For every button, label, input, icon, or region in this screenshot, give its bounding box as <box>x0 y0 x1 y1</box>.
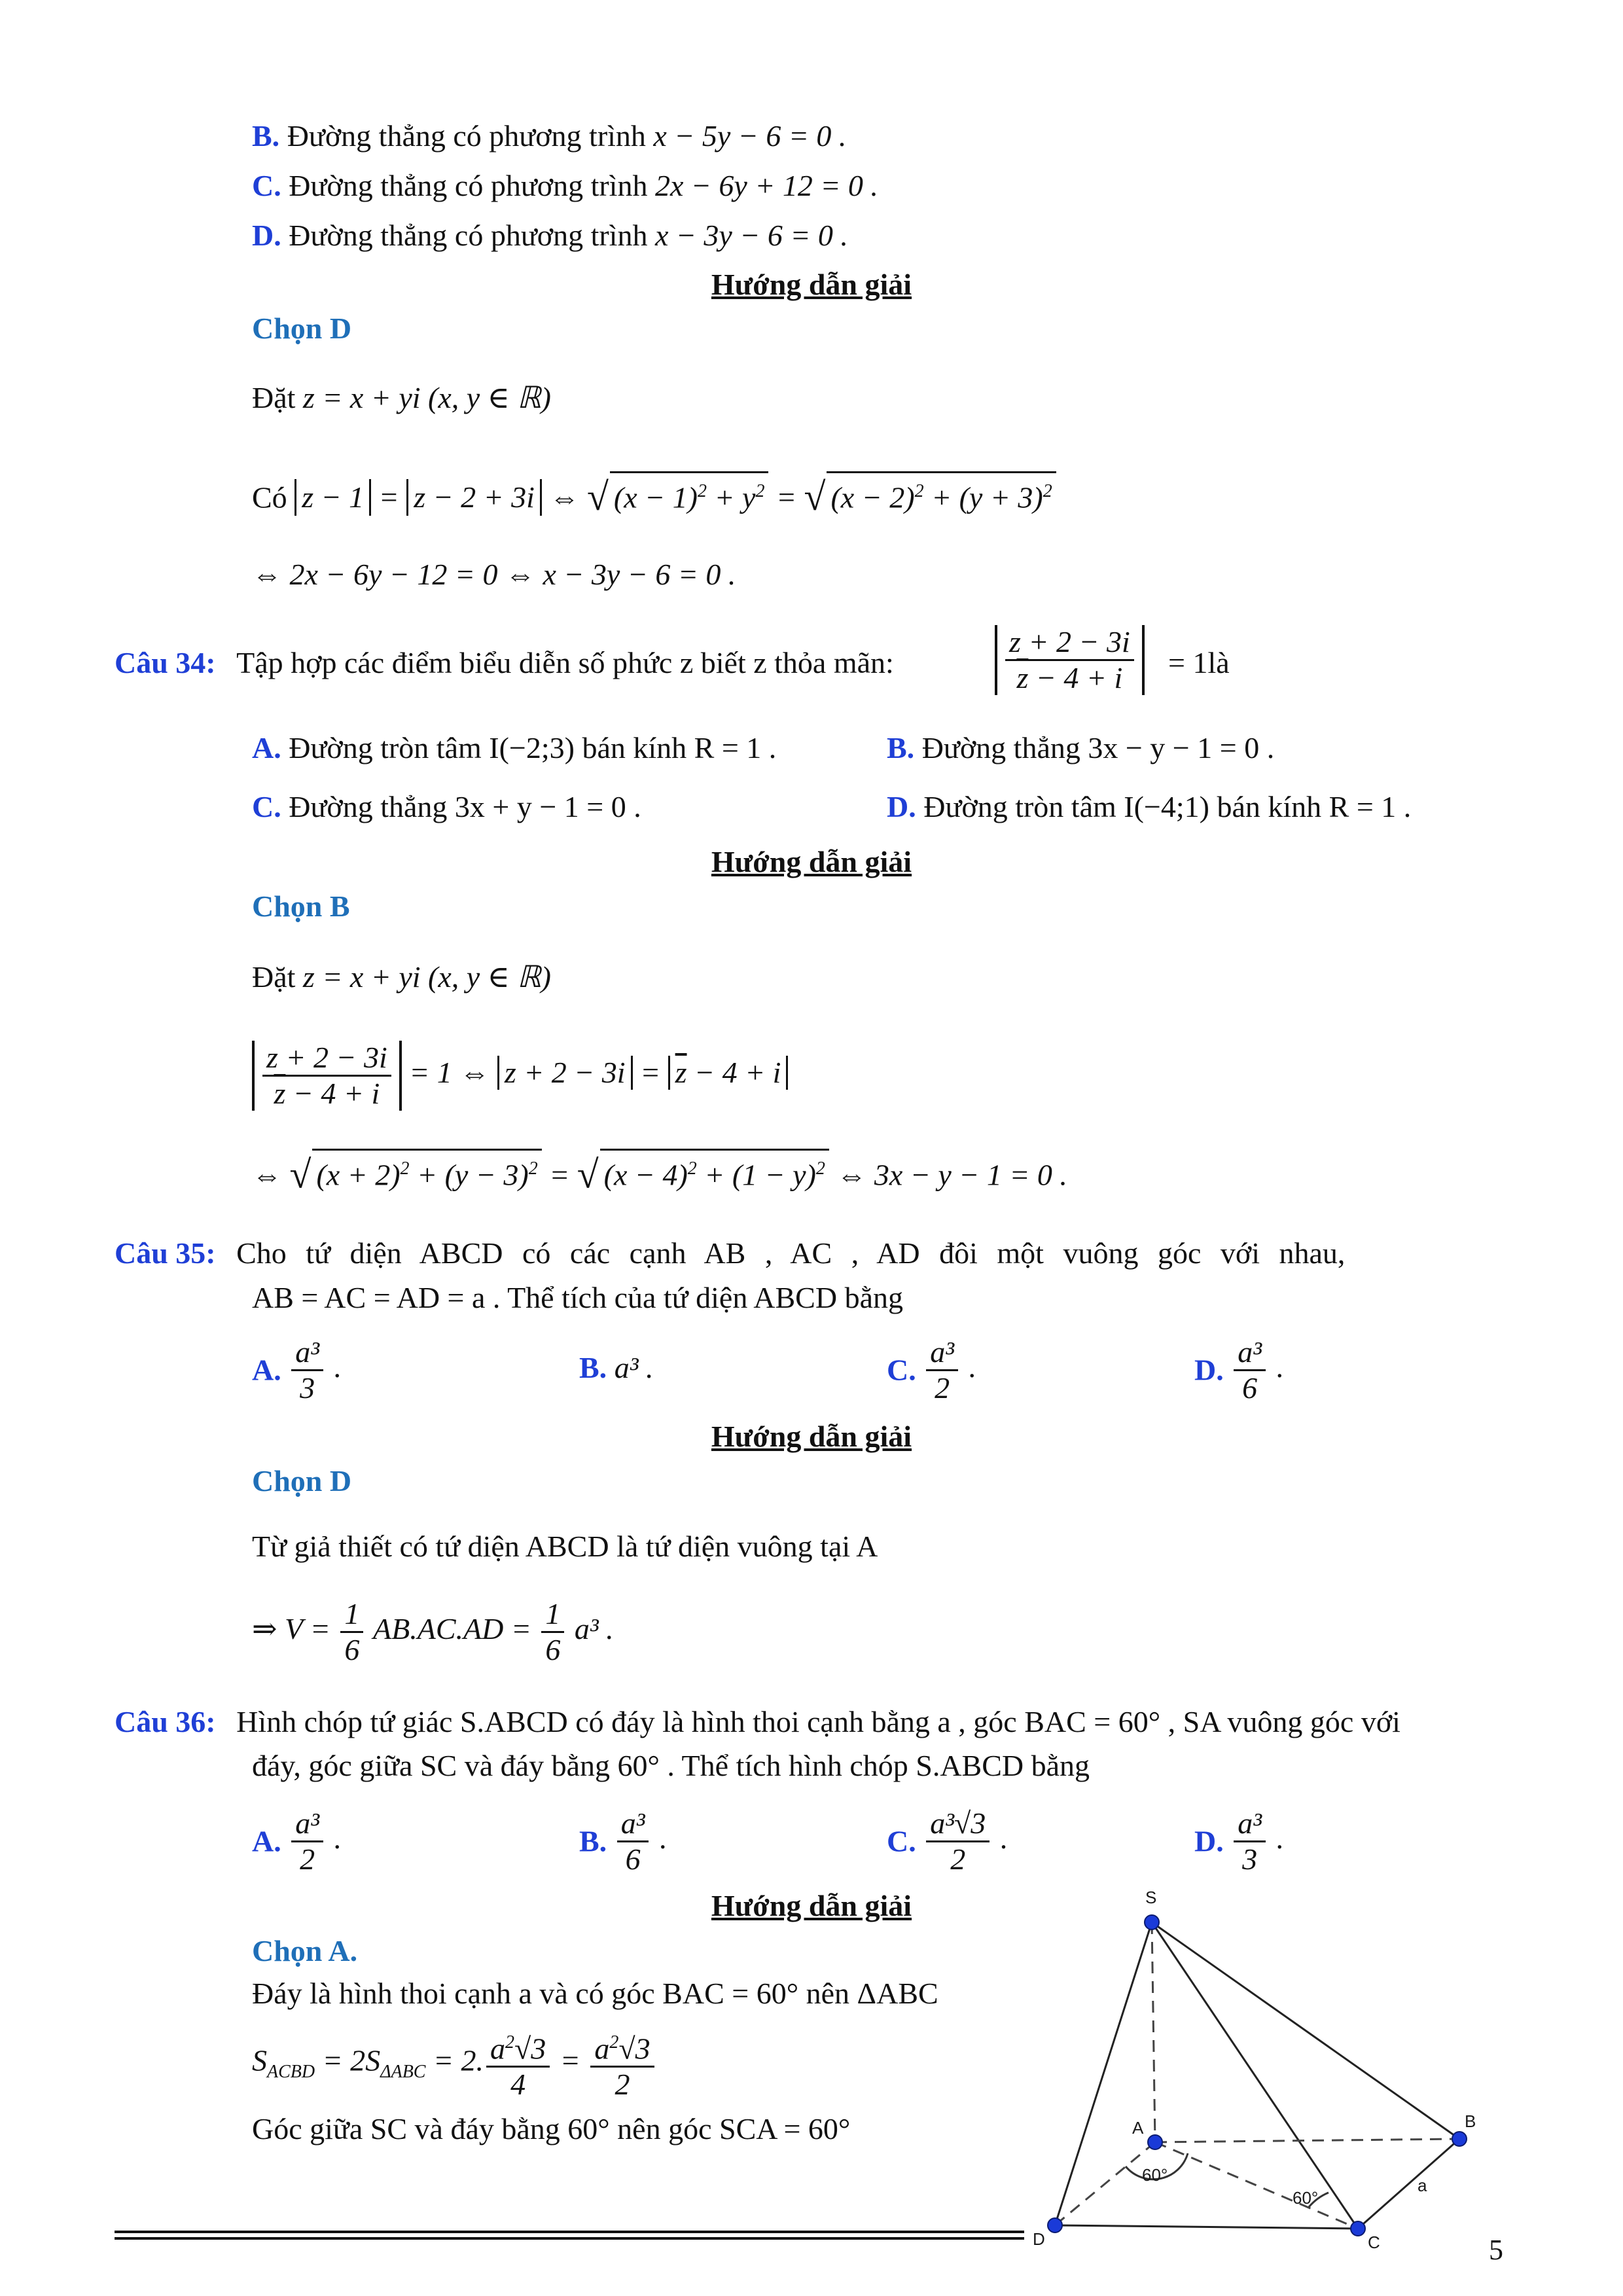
option-text: Đường thẳng 3x + y − 1 = 0 . <box>289 790 641 823</box>
q36-option-c: C. $\frac{\text{a³√3}}{2}$ . <box>887 1806 1008 1876</box>
label-b: B <box>1465 2111 1476 2131</box>
question-34 <box>115 645 894 681</box>
point-c <box>1351 2221 1365 2236</box>
edge-ac <box>1155 2142 1358 2229</box>
point-d <box>1048 2218 1062 2233</box>
option-letter: D. <box>1194 1353 1224 1387</box>
footer-rule-bottom <box>115 2237 1024 2240</box>
frac-den: 3 <box>300 1371 315 1405</box>
point-b <box>1452 2132 1467 2146</box>
edge-sb <box>1152 1922 1459 2139</box>
question-35-line2: AB = AC = AD = a . Thể tích của tứ diện ABCD bằng <box>252 1281 903 1314</box>
option-letter: B. <box>579 1824 607 1858</box>
option-text: Đường thẳng có phương trình <box>289 169 648 202</box>
option-letter: D. <box>1194 1824 1224 1858</box>
substitution-line <box>252 959 551 996</box>
option-letter: B. <box>887 731 915 764</box>
label-angle-c: 60° <box>1293 2188 1319 2208</box>
q36-solution-1: Đáy là hình thoi cạnh a và có góc BAC = 60° nên ΔABC <box>252 1977 938 2010</box>
q35-option-a: A. $\frac{\text{a³}}{3}$ . <box>252 1335 342 1405</box>
label-edge-a: a <box>1418 2176 1427 2195</box>
q35-volume-formula: ⇒ V = $\frac{1}{6}$ AB.AC.AD = $\frac{1}{6}$ a³ . <box>252 1597 614 1666</box>
dat-expr: z = x + yi (x, y ∈ ℝ) <box>302 960 551 994</box>
q36-area-formula: $S_{ACBD} = 2S_{\Delta ABC} = 2$. $\frac{a^2√3}{4}$ = $\frac{a^2√3}{2}$ <box>252 2026 657 2102</box>
chosen-answer: Chọn B <box>252 889 350 923</box>
dat-label: Đặt <box>252 381 296 414</box>
option-letter: A. <box>252 1353 281 1387</box>
point-s <box>1145 1915 1159 1929</box>
question-36-line2: đáy, góc giữa SC và đáy bằng 60° . Thể tích hình chóp S.ABCD bằng <box>252 1749 1090 1782</box>
page-number: 5 <box>1489 2234 1503 2266</box>
option-text: Đường thẳng 3x − y − 1 = 0 . <box>921 731 1275 764</box>
option-letter: A. <box>252 1824 281 1858</box>
option-text: Đường tròn tâm I(−2;3) bán kính R = 1 . <box>289 731 777 764</box>
formula-end: a³ . <box>574 1612 614 1646</box>
q35-option-d: D. $\frac{\text{a³}}{6}$ . <box>1194 1335 1284 1405</box>
frac-num: a³ <box>1234 1335 1266 1371</box>
option-expr: a³ . <box>614 1351 654 1384</box>
option-text: Đường thẳng có phương trình <box>289 219 648 252</box>
modulus-equation <box>252 471 1056 519</box>
option-letter: B. <box>252 119 280 152</box>
q34-option-a <box>252 730 776 766</box>
equivalence-line: ⇔ 2x − 6y − 12 = 0 ⇔ x − 3y − 6 = 0 . <box>252 558 736 591</box>
option-d-prev <box>252 217 848 254</box>
question-label: Câu 35: <box>115 1236 216 1270</box>
option-b-prev <box>252 118 846 154</box>
option-letter: C. <box>887 1824 916 1858</box>
chosen-answer: Chọn D <box>252 1464 352 1498</box>
q35-solution-1: Từ giả thiết có tứ diện ABCD là tứ diện vuông tại A <box>252 1530 878 1563</box>
q34-option-d <box>887 789 1411 825</box>
option-letter: D. <box>252 219 281 252</box>
solution-heading: Hướng dẫn giải <box>711 1889 912 1922</box>
question-label: Câu 34: <box>115 646 216 679</box>
option-letter: B. <box>579 1351 607 1384</box>
option-expr: x − 3y − 6 = 0 . <box>654 219 848 252</box>
option-letter: A. <box>252 731 281 764</box>
q34-condition: $\frac{z + 2 - 3i}{\overline{z} - 4 + i}$ <box>995 625 1145 695</box>
question-text: Hình chóp tứ giác S.ABCD có đáy là hình thoi cạnh bằng a , góc BAC = 60° , SA vuông góc với <box>236 1705 1400 1738</box>
co-label: Có <box>252 480 287 514</box>
solution-heading: Hướng dẫn giải <box>711 268 912 301</box>
question-text: Cho tứ diện ABCD có các cạnh AB , AC , AD đôi một vuông góc với nhau, <box>236 1236 1346 1270</box>
question-text: Tập hợp các điểm biểu diễn số phức z biết z thỏa mãn: <box>236 646 894 679</box>
edge-cb <box>1358 2139 1459 2229</box>
option-c-prev <box>252 168 878 204</box>
option-letter: C. <box>887 1353 916 1387</box>
q34-option-b <box>887 730 1274 766</box>
q34-result: ⇔ 3x − y − 1 = 0 . <box>836 1158 1067 1192</box>
q35-option-b <box>579 1350 653 1386</box>
formula-pre: ⇒ V = <box>252 1612 330 1646</box>
label-s: S <box>1145 1888 1157 1907</box>
solution-heading: Hướng dẫn giải <box>711 845 912 878</box>
q36-solution-3: Góc giữa SC và đáy bằng 60° nên góc SCA = 60° <box>252 2112 851 2145</box>
frac-den: 2 <box>950 1842 966 1876</box>
point-a <box>1148 2135 1162 2149</box>
substitution-line <box>252 380 551 416</box>
q35-option-c: C. $\frac{\text{a³}}{2}$ . <box>887 1335 976 1405</box>
label-c: C <box>1368 2233 1380 2251</box>
frac-den: 2 <box>935 1371 950 1405</box>
frac-num: a³√3 <box>926 1806 990 1842</box>
formula-mid: AB.AC.AD = <box>373 1612 531 1646</box>
option-letter: C. <box>252 169 281 202</box>
edge-dc <box>1055 2225 1358 2229</box>
q34-option-c <box>252 789 641 825</box>
option-text: Đường tròn tâm I(−4;1) bán kính R = 1 . <box>923 790 1412 823</box>
frac-num: a³ <box>291 1806 323 1842</box>
option-expr: x − 5y − 6 = 0 . <box>653 119 847 152</box>
label-d: D <box>1033 2229 1045 2249</box>
frac-den: 6 <box>625 1842 641 1876</box>
q36-option-b: B. $\frac{\text{a³}}{6}$ . <box>579 1806 667 1876</box>
frac-den: 3 <box>1242 1842 1258 1876</box>
label-a: A <box>1132 2118 1144 2138</box>
chosen-answer: Chọn A. <box>252 1934 358 1967</box>
q34-tail: = 1là <box>1168 646 1230 679</box>
question-36 <box>115 1704 1400 1740</box>
chosen-answer: Chọn D <box>252 312 352 345</box>
edge-ab <box>1155 2139 1459 2142</box>
dat-label: Đặt <box>252 960 296 994</box>
dat-expr: z = x + yi (x, y ∈ ℝ) <box>302 381 551 414</box>
frac-den: 2 <box>300 1842 315 1876</box>
q36-option-a: A. $\frac{\text{a³}}{2}$ . <box>252 1806 342 1876</box>
option-letter: C. <box>252 790 281 823</box>
edge-sc <box>1152 1922 1358 2229</box>
edge-sd <box>1055 1922 1152 2225</box>
frac-num: a³ <box>926 1335 958 1371</box>
q36-option-d: D. $\frac{\text{a³}}{3}$ . <box>1194 1806 1284 1876</box>
option-letter: D. <box>887 790 916 823</box>
option-text: Đường thẳng có phương trình <box>287 119 646 152</box>
option-expr: 2x − 6y + 12 = 0 . <box>654 169 878 202</box>
frac-num: a³ <box>291 1335 323 1371</box>
frac-den: 6 <box>1242 1371 1258 1405</box>
label-angle-a: 60° <box>1142 2165 1168 2185</box>
pyramid-figure <box>1021 1885 1505 2251</box>
footer-rule-top <box>115 2231 1024 2233</box>
q34-modulus-step: $\frac{z + 2 - 3i}{\overline{z} - 4 + i}$ = 1 ⇔ $z + 2 - 3i = \overline{z} - 4 + i$ <box>252 1041 788 1111</box>
frac-num: a³ <box>1234 1806 1266 1842</box>
solution-heading: Hướng dẫn giải <box>711 1420 912 1453</box>
question-35 <box>115 1235 1495 1272</box>
equation-body: z − 1 = z − 2 + 3i ⇔ √ $(x - 1)^2 + y^2$ = √ $(x - 2)^2 + (y + 3)^2$ <box>294 480 1056 514</box>
edge-sa <box>1152 1922 1155 2142</box>
question-label: Câu 36: <box>115 1705 216 1738</box>
edge-ad <box>1055 2142 1155 2225</box>
frac-num: a³ <box>617 1806 649 1842</box>
q34-sqrt-step: ⇔ √ $(x + 2)^2 + (y - 3)^2$ = √ $(x - 4)^2 + (1 - y)^2$ ⇔ 3x − y − 1 = 0 . <box>252 1149 1067 1193</box>
